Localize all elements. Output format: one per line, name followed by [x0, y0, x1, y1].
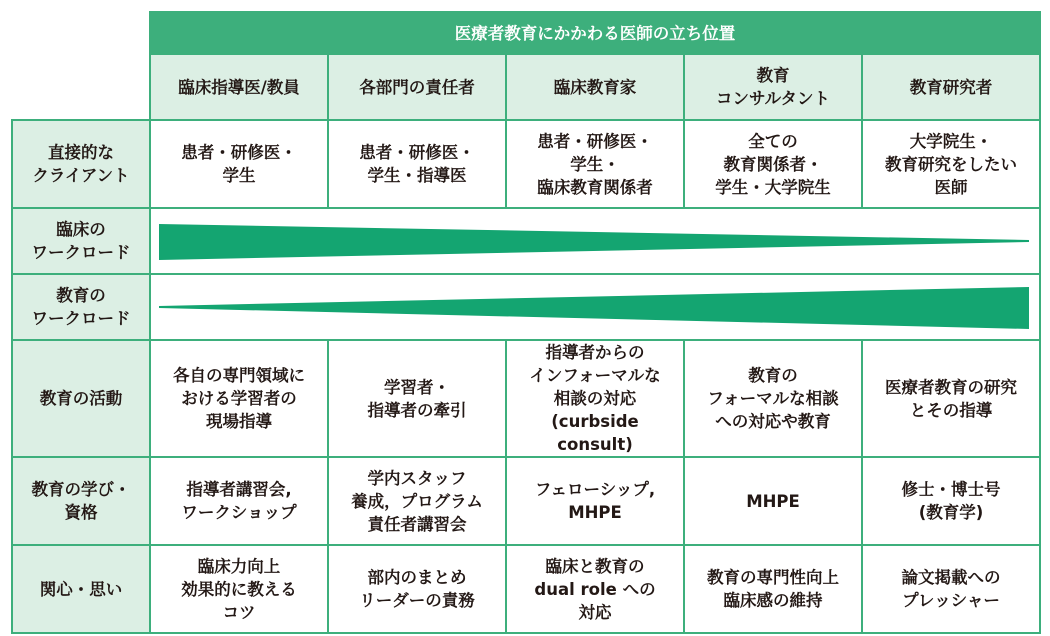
text-line: 医師 — [934, 177, 968, 197]
text-line: 教育関係者・ — [723, 154, 823, 174]
corner-blank — [12, 12, 150, 54]
text-line: 相談の対応 — [553, 389, 637, 408]
text-line: 修士・博士号 — [901, 480, 1001, 499]
workload-wedge-shape — [159, 287, 1029, 329]
education-workload-bar — [150, 274, 1040, 340]
text-line: 教育の — [748, 366, 798, 385]
table-cell — [862, 340, 1040, 457]
text-line: フェローシップ, — [534, 480, 656, 499]
row-header — [12, 340, 150, 457]
text-line: 臨床教育関係者 — [537, 177, 653, 197]
workload-wedge — [151, 275, 1037, 339]
text-line: コンサルタント — [715, 89, 830, 108]
text-line: 現場指導 — [206, 412, 272, 431]
table-cell — [506, 457, 684, 545]
corner-blank-2 — [12, 54, 150, 120]
text-line: コツ — [222, 602, 256, 622]
table-cell — [862, 457, 1040, 545]
text-line: (教育学) — [918, 503, 984, 522]
text-line: 教育研究者 — [909, 77, 993, 97]
table-cell — [328, 340, 506, 457]
row-header — [12, 208, 150, 274]
text-line: 全ての — [748, 131, 798, 151]
row-header — [12, 457, 150, 545]
table-row — [12, 340, 1040, 457]
text-line: 患者・研修医・ — [181, 143, 297, 162]
table-cell — [150, 120, 328, 208]
text-line: 効果的に教える — [181, 579, 297, 599]
text-line: フォーマルな相談 — [707, 389, 839, 408]
text-line: 対応 — [578, 602, 612, 622]
text-line: 学習者・ — [384, 377, 450, 397]
text-line: 学生・ — [570, 154, 620, 174]
workload-wedge — [151, 209, 1037, 273]
text-line: 患者・研修医・ — [537, 131, 653, 151]
text-line: 臨床と教育の — [545, 556, 645, 576]
role-table-container — [11, 11, 1039, 626]
table-cell — [862, 120, 1040, 208]
table-row — [12, 545, 1040, 633]
table-cell — [506, 120, 684, 208]
text-line: 教育研究をしたい — [885, 154, 1018, 174]
text-line: 教育の専門性向上 — [707, 568, 839, 587]
text-line: プレッシャー — [902, 591, 1000, 610]
text-line: 臨床感の維持 — [723, 591, 823, 610]
text-line: dual role への — [534, 579, 656, 599]
workload-wedge-shape — [159, 224, 1029, 260]
table-row — [12, 120, 1040, 208]
text-line: MHPE — [746, 491, 800, 511]
row-header — [12, 545, 150, 633]
table-cell — [506, 340, 684, 457]
clinical-workload-bar — [150, 208, 1040, 274]
text-line: 指導者講習会, — [186, 480, 292, 499]
text-line: クライアント — [32, 166, 130, 185]
text-line: 教育の学び・ — [31, 480, 131, 499]
row-header — [12, 274, 150, 340]
column-header — [506, 54, 684, 120]
text-line: への対応や教育 — [715, 412, 831, 431]
text-line: 各自の専門領域に — [173, 366, 305, 385]
table-title: 医療者教育にかかわる医師の立ち位置 — [150, 12, 1040, 54]
text-line: 資格 — [64, 503, 98, 522]
table-cell — [506, 545, 684, 633]
text-line: 責任者講習会 — [367, 514, 467, 534]
text-line: ワークロード — [31, 243, 131, 262]
text-line: MHPE — [568, 503, 622, 522]
table-cell — [862, 545, 1040, 633]
table-row — [12, 274, 1040, 340]
text-line: 直接的な — [48, 143, 114, 162]
text-line: リーダーの責務 — [359, 591, 475, 610]
text-line: ワークショップ — [181, 503, 297, 522]
text-line: 学生 — [222, 166, 256, 185]
text-line: 大学院生・ — [909, 131, 993, 151]
text-line: 医療者教育の研究 — [885, 377, 1018, 397]
text-line: 患者・研修医・ — [359, 143, 475, 162]
text-line: 学生・大学院生 — [715, 177, 831, 197]
text-line: 指導者からの — [545, 343, 645, 362]
text-line: 臨床力向上 — [197, 556, 281, 576]
text-line: 臨床教育家 — [553, 77, 637, 97]
column-header — [150, 54, 328, 120]
column-header-row — [12, 54, 1040, 120]
table-cell — [328, 120, 506, 208]
table-cell — [150, 545, 328, 633]
text-line: 養成，プログラム — [351, 491, 483, 511]
table-cell — [684, 340, 862, 457]
table-cell — [150, 457, 328, 545]
text-line: 部内のまとめ — [367, 568, 467, 587]
table-cell — [684, 120, 862, 208]
text-line: とその指導 — [909, 400, 993, 420]
text-line: 学内スタッフ — [367, 468, 467, 488]
table-cell — [684, 545, 862, 633]
text-line: 教育 — [756, 66, 790, 85]
text-line: 論文掲載への — [901, 568, 1001, 587]
text-line: (curbside consult) — [551, 412, 639, 454]
role-table — [11, 11, 1041, 634]
text-line: ワークロード — [31, 309, 131, 328]
text-line: インフォーマルな — [529, 366, 661, 385]
column-header — [862, 54, 1040, 120]
text-line: 指導者の牽引 — [367, 400, 467, 420]
table-row — [12, 208, 1040, 274]
table-cell — [328, 545, 506, 633]
row-header — [12, 120, 150, 208]
text-line: おける学習者の — [181, 389, 297, 408]
table-cell — [328, 457, 506, 545]
column-header — [328, 54, 506, 120]
column-header — [684, 54, 862, 120]
text-line: 臨床の — [56, 220, 106, 239]
table-row — [12, 457, 1040, 545]
text-line: 各部門の責任者 — [359, 77, 475, 97]
text-line: 臨床指導医/教員 — [178, 77, 300, 97]
text-line: 学生・指導医 — [367, 166, 467, 185]
text-line: 教育の — [56, 286, 106, 305]
table-cell — [150, 340, 328, 457]
table-cell — [684, 457, 862, 545]
title-row — [12, 12, 1040, 54]
text-line: 教育の活動 — [39, 389, 123, 408]
text-line: 関心・思い — [39, 579, 123, 599]
